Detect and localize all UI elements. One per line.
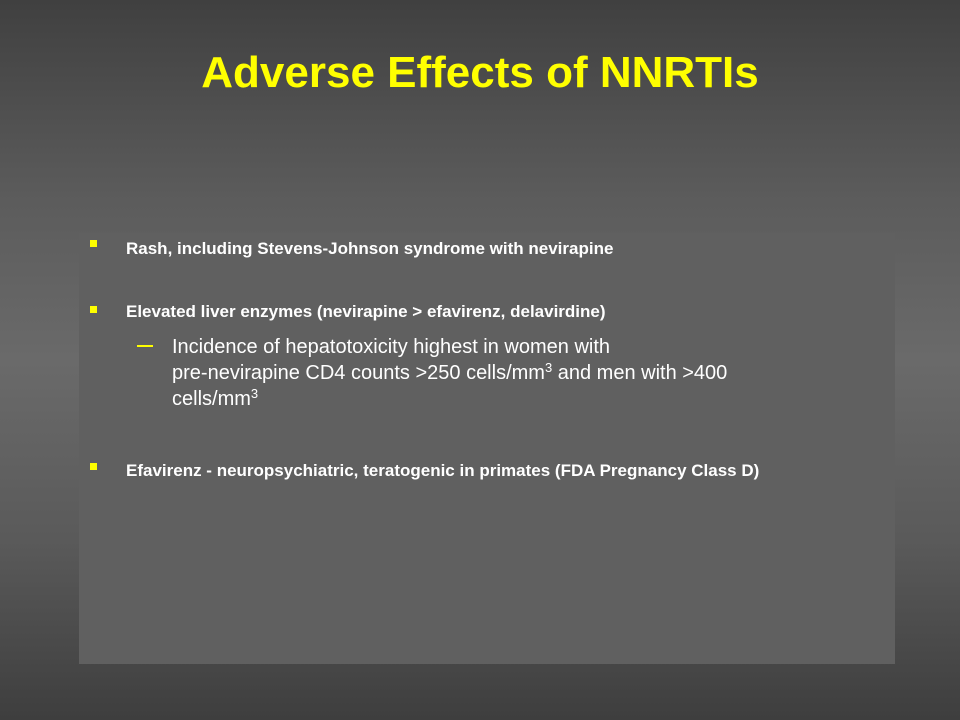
superscript-3: 3 <box>250 386 259 401</box>
sub-bullet-line-2-b: and men with >400 <box>552 362 728 384</box>
content-panel <box>79 233 895 664</box>
bullet-marker-2 <box>90 306 97 313</box>
bullet-2-text: Elevated liver enzymes (nevirapine > efavirenz, delavirdine) <box>126 302 606 321</box>
bullet-3-text: Efavirenz - neuropsychiatric, teratogenic in primates (FDA Pregnancy Class D) <box>126 461 760 480</box>
sub-bullet-dash <box>137 345 153 347</box>
bullet-marker-1 <box>90 240 97 247</box>
sub-bullet-line-1: Incidence of hepatotoxicity highest in women with <box>172 336 611 358</box>
slide-title: Adverse Effects of NNRTIs <box>201 48 759 97</box>
sub-bullet-line-2 <box>172 361 892 385</box>
superscript-3: 3 <box>544 360 553 375</box>
bullet-marker-3 <box>90 463 97 470</box>
bullet-1-text: Rash, including Stevens-Johnson syndrome with nevirapine <box>126 239 614 258</box>
sub-bullet-line-2-a: pre-nevirapine CD4 counts >250 cells/mm <box>172 362 545 384</box>
sub-bullet-line-3 <box>172 387 872 411</box>
sub-bullet-line-3-a: cells/mm <box>172 388 251 410</box>
